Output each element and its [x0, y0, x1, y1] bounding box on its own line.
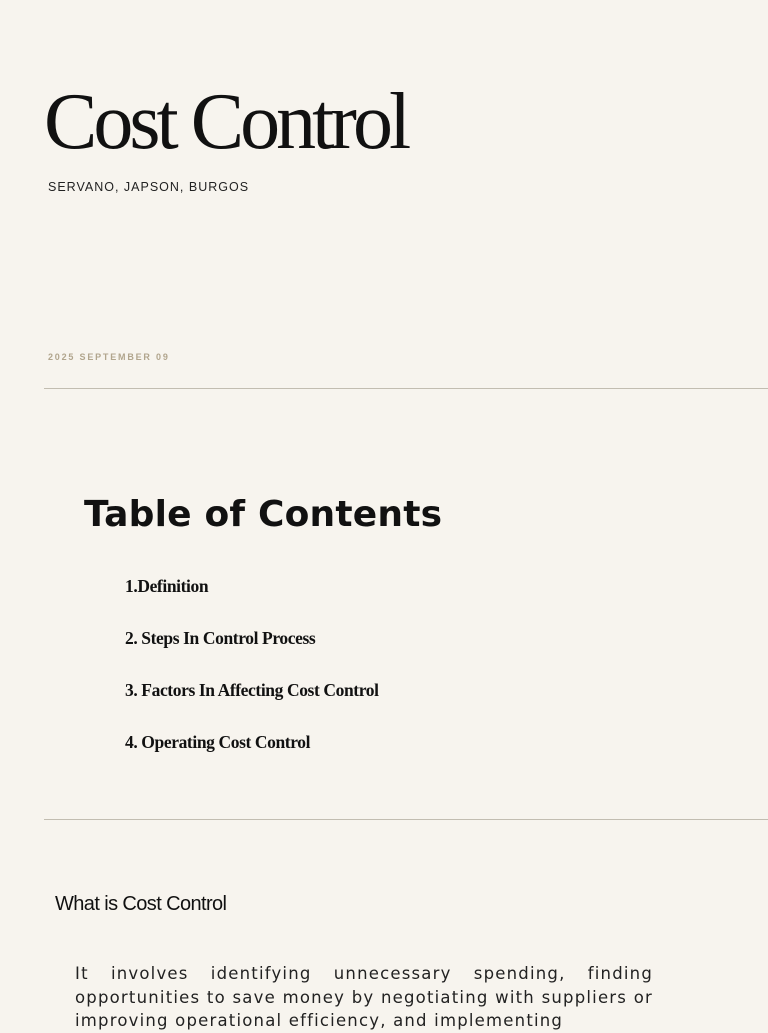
toc-list	[125, 574, 379, 782]
section-heading: What is Cost Control	[55, 893, 227, 915]
toc-heading: Table of Contents	[84, 494, 443, 535]
toc-item-steps: 2. Steps In Control Process	[125, 628, 316, 648]
toc-item-definition: 1.Definition	[125, 576, 209, 596]
document-date: 2025 SEPTEMBER 09	[48, 352, 170, 362]
section-paragraph: It involves identifying unnecessary spending, finding opportunities to save money by negotiating with suppliers or improving operational efficiency, and implementing	[75, 964, 653, 1030]
toc-item-factors: 3. Factors In Affecting Cost Control	[125, 680, 379, 700]
document-title: Cost Control	[44, 78, 408, 166]
section-divider	[44, 388, 768, 389]
toc-item-operating: 4. Operating Cost Control	[125, 732, 311, 752]
section-divider	[44, 819, 768, 820]
document-authors: SERVANO, JAPSON, BURGOS	[48, 180, 250, 194]
